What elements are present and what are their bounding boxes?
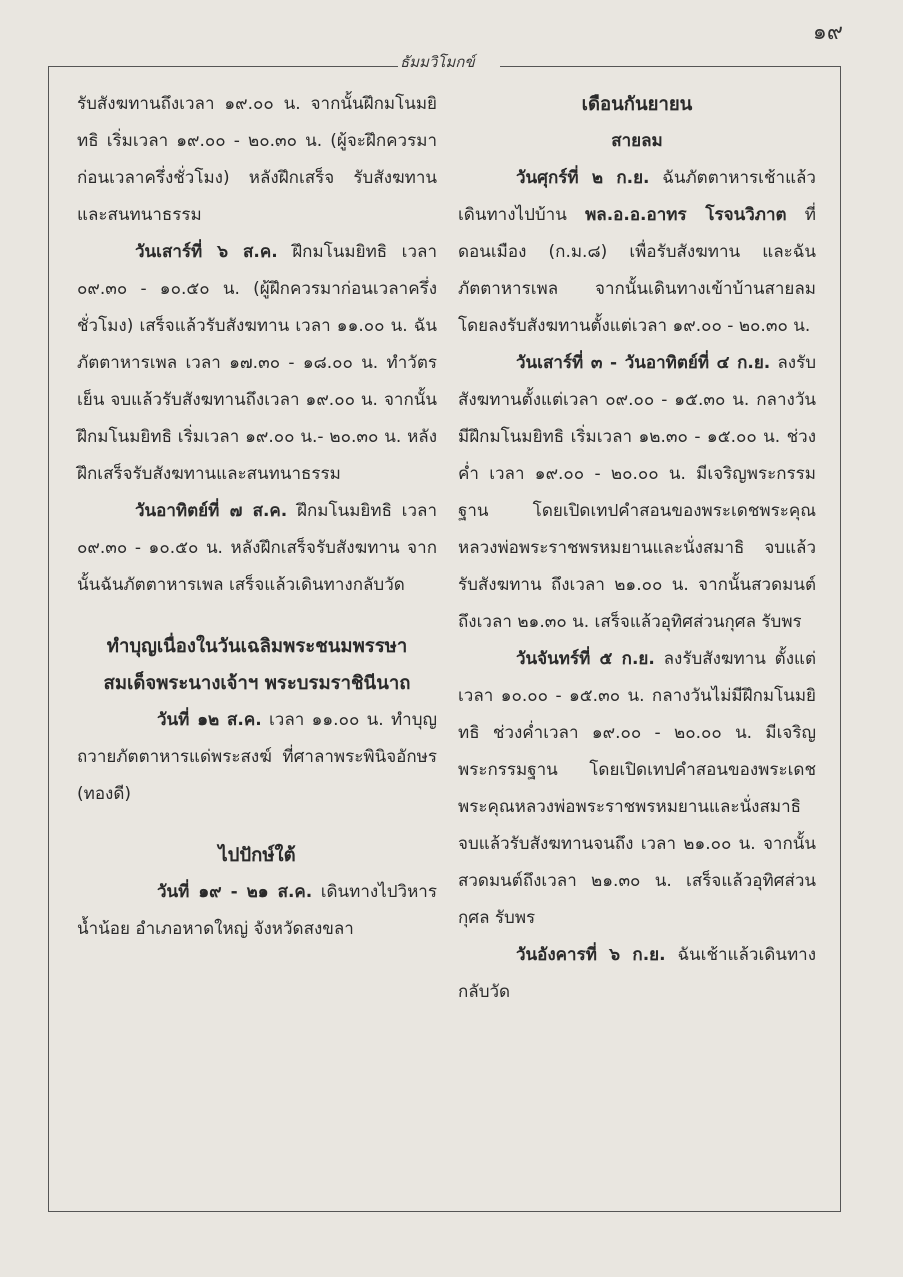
section-heading: สมเด็จพระนางเจ้าฯ พระบรมราชินีนาถ: [103, 673, 411, 694]
paragraph: [458, 937, 816, 1011]
paragraph: รับสังฆทานถึงเวลา ๑๙.๐๐ น. จากนั้นฝึกมโนมยิทธิ เริ่มเวลา ๑๙.๐๐ - ๒๐.๓๐ น. (ผู้จะฝึกควรมาก่อนเวลาครึ่งชั่วโมง) หลังฝึกเสร็จ รับสังฆทานและสนทนาธรรม: [77, 94, 437, 225]
date-heading: วันเสาร์ที่ ๓ - วันอาทิตย์ที่ ๔ ก.ย.: [516, 353, 771, 373]
date-heading: วันที่ ๑๒ ส.ค.: [157, 710, 262, 730]
paragraph: [458, 160, 816, 345]
paragraph: [77, 493, 437, 604]
month-heading: เดือนกันยายน: [581, 94, 693, 115]
date-heading: วันจันทร์ที่ ๕ ก.ย.: [516, 649, 655, 669]
section-heading: ทำบุญเนื่องในวันเฉลิมพระชนมพรรษา: [106, 636, 408, 657]
paragraph-text: ฝึกมโนมยิทธิ เวลา ๐๙.๓๐ - ๑๐.๕๐ น. (ผู้ฝึกควรมาก่อนเวลาครึ่งชั่วโมง) เสร็จแล้วรับสังฆทาน เวลา ๑๑.๐๐ น. ฉันภัตตาหารเพล เวลา ๑๗.๓๐ - ๑๘.๐๐ น. ทำวัตรเย็น จบแล้วรับสังฆทานถึงเวลา ๑๙.๐๐ น. จากนั้น ฝึกมโนมยิทธิ เริ่มเวลา ๑๙.๐๐ น.- ๒๐.๓๐ น. หลังฝึกเสร็จรับสังฆทานและสนทนาธรรม: [77, 242, 437, 484]
paragraph-text: ฝึกมโนมยิทธิ เวลา ๐๙.๓๐ - ๑๐.๕๐ น. หลังฝึกเสร็จรับสังฆทาน จากนั้นฉันภัตตาหารเพล เสร็จแล้วเดินทางกลับวัด: [77, 501, 437, 595]
date-heading: วันศุกร์ที่ ๒ ก.ย.: [516, 168, 650, 188]
page-number: ๑๙: [812, 20, 843, 45]
right-column: [458, 86, 816, 1011]
paragraph-text: ลงรับสังฆทาน ตั้งแต่เวลา ๑๐.๐๐ - ๑๕.๓๐ น. กลางวันไม่มีฝึกมโนมยิทธิ ช่วงค่ำเวลา ๑๙.๐๐ - ๒๐.๐๐ น. มีเจริญพระกรรมฐาน โดยเปิดเทปคำสอนของพระเดชพระคุณหลวงพ่อพระราชพรหมยานและนั่งสมาธิ จบแล้วรับสังฆทานจนถึง เวลา ๒๑.๐๐ น. จากนั้นสวดมนต์ถึงเวลา ๒๑.๓๐ น. เสร็จแล้วอุทิศส่วนกุศล รับพร: [458, 649, 816, 928]
date-heading: วันอังคารที่ ๖ ก.ย.: [516, 945, 666, 965]
paragraph-text: ฉันเช้าแล้วเดินทางกลับวัด: [458, 945, 816, 1002]
date-heading: วันที่ ๑๙ - ๒๑ ส.ค.: [157, 882, 313, 902]
paragraph-text: ที่ดอนเมือง (ก.ม.๘) เพื่อรับสังฆทาน และฉันภัตตาหารเพล จากนั้นเดินทางเข้าบ้านสายลม โดยลงรับสังฆทานตั้งแต่เวลา ๑๙.๐๐ - ๒๐.๓๐ น.: [458, 205, 816, 336]
paragraph-text: เวลา ๑๑.๐๐ น. ทำบุญถวายภัตตาหารแด่พระสงฆ์ ที่ศาลาพระพินิจอักษร (ทองดี): [77, 710, 437, 804]
paragraph: [77, 702, 437, 813]
paragraph-text: เดินทางไปวิหารน้ำน้อย อำเภอหาดใหญ่ จังหวัดสงขลา: [77, 882, 437, 939]
paragraph-text: ลงรับสังฆทานตั้งแต่เวลา ๐๙.๐๐ - ๑๕.๓๐ น. กลางวันมีฝึกมโนมยิทธิ เริ่มเวลา ๑๒.๓๐ - ๑๕.๐๐ น. ช่วงค่ำ เวลา ๑๙.๐๐ - ๒๐.๐๐ น. มีเจริญพระกรรมฐาน โดยเปิดเทปคำสอนของพระเดชพระคุณหลวงพ่อพระราชพรหมยานและนั่งสมาธิ จบแล้วรับสังฆทาน ถึงเวลา ๒๑.๐๐ น. จากนั้นสวดมนต์ ถึงเวลา ๒๑.๓๐ น. เสร็จแล้วอุทิศส่วนกุศล รับพร: [458, 353, 816, 632]
date-heading: วันเสาร์ที่ ๖ ส.ค.: [135, 242, 278, 262]
left-column: [77, 86, 437, 948]
running-header: ธัมมวิโมกข์: [400, 53, 475, 71]
section-heading: ไปปักษ์ใต้: [218, 845, 296, 866]
place-heading: สายลม: [611, 131, 663, 151]
host-name: พล.อ.อ.อาทร โรจนวิภาต: [585, 205, 787, 225]
paragraph: [458, 641, 816, 937]
paragraph: [77, 874, 437, 948]
paragraph-text: ฉันภัตตาหารเช้าแล้วเดินทางไปบ้าน: [458, 168, 816, 225]
paragraph: [458, 345, 816, 641]
date-heading: วันอาทิตย์ที่ ๗ ส.ค.: [135, 501, 288, 521]
paragraph: [77, 234, 437, 493]
